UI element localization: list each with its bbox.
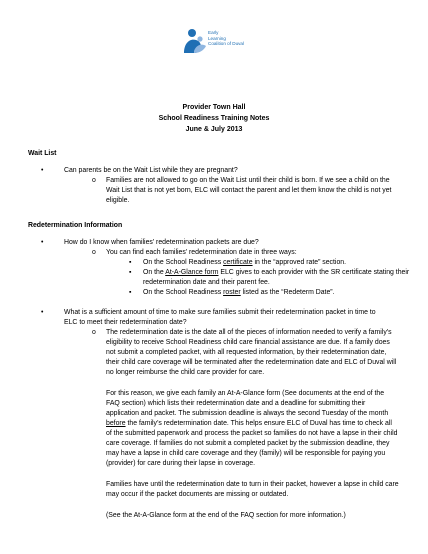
document-subtitle: School Readiness Training Notes	[158, 115, 270, 122]
answer-line: You can find each families’ redetermination date in three ways:	[106, 249, 297, 256]
bullet-square-icon: ▪	[129, 289, 132, 296]
before-term: before	[106, 420, 126, 427]
answer-line: Wait List that is not yet born, ELC will contact the parent and let them know the child is not yet	[106, 187, 392, 194]
roster-term: roster	[223, 289, 241, 296]
bullet-square-icon: ▪	[129, 269, 132, 276]
logo-line: Early	[208, 30, 219, 35]
document-date: June & July 2013	[185, 126, 243, 133]
way-certificate: On the School Readiness certificate in the “approved rate” section.	[143, 259, 347, 266]
question-text: Can parents be on the Wait List while they are pregnant?	[64, 167, 238, 174]
way-at-a-glance-cont: redetermination date and their parent fee.	[143, 279, 270, 286]
bullet-circle-icon: o	[92, 249, 96, 256]
bullet-circle-icon: o	[92, 177, 96, 184]
paragraph-line: (provider) for care during their lapse in coverage.	[106, 460, 255, 467]
question-text: How do I know when families’ redetermination packets are due?	[64, 239, 259, 246]
paragraph-line: not submit a completed packet, with all requested information, by their redetermination date,	[106, 349, 387, 356]
bullet-icon: •	[41, 167, 44, 174]
paragraph-line: before the family’s redetermination date. This helps ensure ELC of Duval has time to check all	[106, 420, 392, 427]
paragraph-line: FAQ section) which lists their redetermination date and a deadline for submitting their	[106, 400, 366, 407]
logo-line: Coalition of Duval	[208, 41, 245, 47]
paragraph-line: of the submitted paperwork and process the packet so families do not have a lapse in their child	[106, 430, 398, 437]
paragraph-line: eligibility to receive School Readiness child care financial assistance are due. If a family does	[106, 339, 390, 346]
bullet-square-icon: ▪	[129, 259, 132, 266]
paragraph-line: may occur if the packet documents are missing or outdated.	[106, 491, 289, 498]
paragraph-line: may have a lapse in child care coverage and they (family) will be responsible for paying you	[106, 450, 386, 457]
section-heading-redetermination: Redetermination Information	[28, 222, 123, 229]
question-text: ELC to meet their redetermination date?	[64, 319, 187, 326]
answer-line: Families are not allowed to go on the Wait List until their child is born. If we see a child on the	[106, 177, 390, 184]
paragraph-line: application and packet. The submission deadline is always the second Tuesday of the month	[106, 410, 389, 417]
logo-line: Learning	[208, 35, 226, 41]
section-heading-wait-list: Wait List	[28, 150, 57, 157]
way-at-a-glance: On the At-A-Glance form ELC gives to each provider with the SR certificate stating their	[143, 269, 410, 276]
answer-line: eligible.	[106, 197, 130, 204]
paragraph-line: Families have until the redetermination date to turn in their packet, however a lapse in child care	[106, 481, 399, 488]
bullet-icon: •	[41, 309, 44, 316]
bullet-icon: •	[41, 239, 44, 246]
paragraph-line: The redetermination date is the date all of the pieces of information needed to verify a family’s	[106, 329, 392, 336]
paragraph-line: no longer reimburse the child care provider for care.	[106, 369, 265, 376]
paragraph-line: care coverage. If families do not submit a completed packet by the submission deadline, they	[106, 440, 390, 447]
bullet-circle-icon: o	[92, 329, 96, 336]
logo-wordmark	[208, 30, 244, 47]
way-roster: On the School Readiness roster listed as the “Redeterm Date”.	[143, 289, 335, 296]
paragraph-line: (See the At-A-Glance form at the end of the FAQ section for more information.)	[106, 512, 346, 519]
paragraph-line: their child care coverage will be terminated after the redetermination date and ELC of Duval will	[106, 359, 397, 366]
certificate-term: certificate	[223, 259, 253, 266]
at-a-glance-term: At-A-Glance form	[165, 269, 219, 276]
question-text: What is a sufficient amount of time to make sure families submit their redetermination packet in time to	[64, 309, 376, 316]
paragraph-line: For this reason, we give each family an At-A-Glance form (See documents at the end of the	[106, 390, 385, 397]
document-title: Provider Town Hall	[182, 104, 246, 111]
